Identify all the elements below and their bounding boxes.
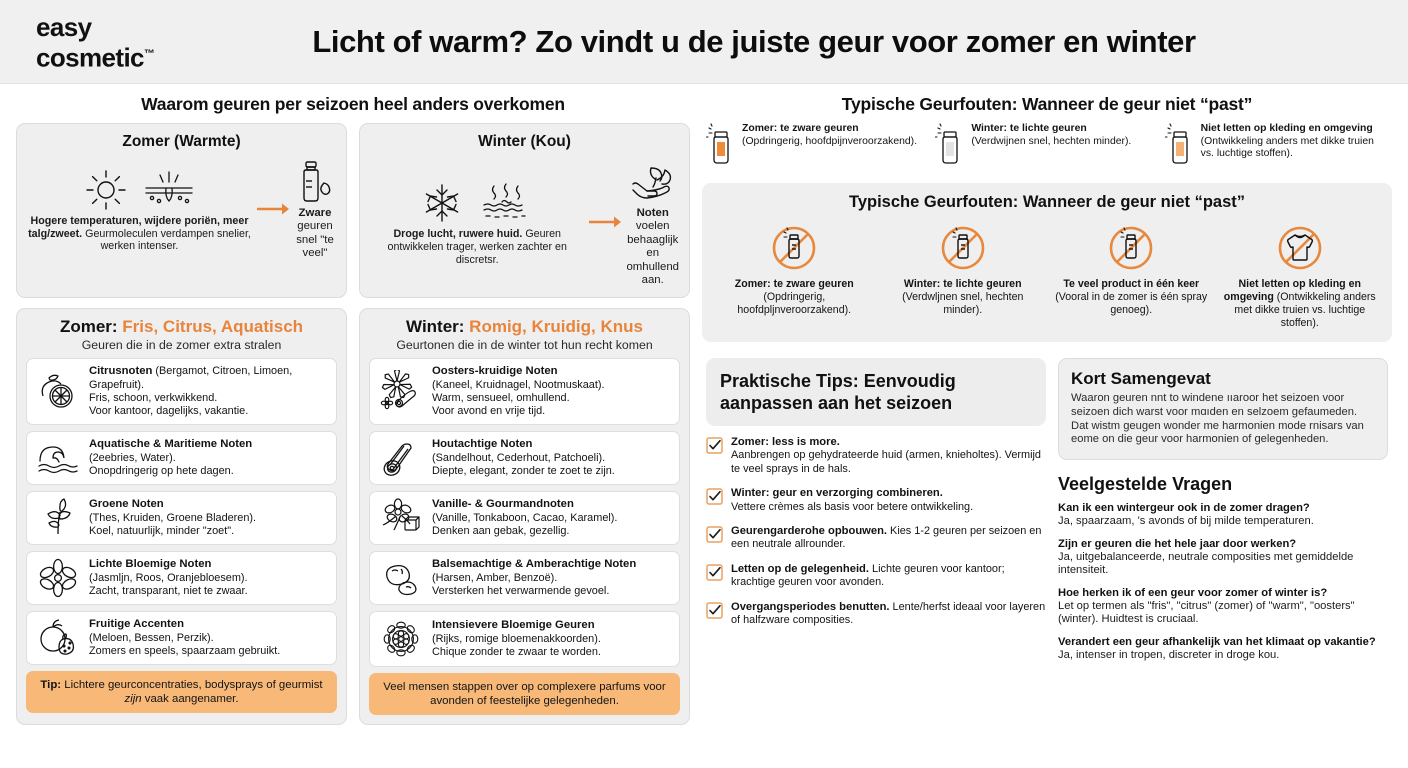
skin-pore-icon [142,168,196,212]
leaf-branch-icon [35,498,81,538]
note-line3: Diepte, elegant, zonder te zoet te zijn. [432,464,615,477]
mistake-item-bold: Winter: te lichte geuren [903,278,1022,290]
season-card-summer [16,123,347,298]
summer-cause-text [27,215,252,253]
note-line3: Denken aan gebak, gezellig. [432,524,570,537]
practical-tips-column [706,358,1046,671]
summary-title: Kort Samengevat [1071,369,1211,388]
brand-logo [36,14,154,72]
tip-item-3 [706,525,1046,552]
tip-item-bold: Overgangsperiodes benutten. [731,600,890,613]
spray-can-orange-icon [706,123,736,169]
mistake-strip-item-winter [935,123,1158,169]
spray-can-orange-icon [1165,123,1195,169]
summer-result-bold: Zware [298,207,332,219]
summary-box [1058,358,1388,460]
note-item-balsamic [369,551,680,605]
mistake-item-bold: Te veel product in één keer [1063,278,1200,290]
note-item-fruity [26,611,337,665]
mistakes-grey-box-title: Typische Geurfouten: Wanneer de geur niet “past” [848,193,1246,211]
mistake-strip-text [971,123,1131,148]
note-title: Intensievere Bloemige Geuren [432,619,595,632]
note-text [89,618,280,658]
faq-answer: Let op termen als "fris", "citrus" (zomer) of "warm", "oosters" (winter). Huidtest is cruciaal. [1058,600,1355,626]
note-line2: (Jasmljn, Roos, Oranjebloesem). [89,571,248,584]
note-item-woody [369,431,680,485]
note-line2: (Harsen, Amber, Benzoë). [432,571,558,584]
winter-cause-rest: Geuren ontwikkelen trager, werken zachter en discretsr. [387,228,567,266]
season-cards [16,123,690,298]
mistake-item-rest: (Ontwikkeling anders met dikke truien vs. luchtige stoffen). [1234,291,1376,329]
no-spray-icon [883,220,1044,276]
note-title: Fruitige Accenten [89,618,184,631]
right-section-title: Typische Geurfouten: Wanneer de geur niet “past” [841,94,1253,114]
wave-icon [35,439,81,477]
note-line3: Voor kantoor, dagelijks, vakantie. [89,405,249,418]
tip-item-text [731,436,1046,476]
note-line3: Koel, natuurlijk, minder "zoet". [89,524,235,537]
faq-item-3 [1058,587,1388,627]
faq-answer: Ja, uitgebalanceerde, neutrale composities met gemiddelde intensiteit. [1058,551,1354,577]
no-spray-icon [1051,220,1212,276]
note-line4: Voor avond en vrije tijd. [432,405,546,418]
summer-result-text [294,207,336,261]
note-text [432,365,605,418]
note-text [432,619,601,659]
summer-cause-bold: Hogere temperaturen, wijdere poriën, meer talg/zweet. [28,214,249,240]
tip-item-bold: Geurengarderohe opbouwen. [731,525,888,538]
tip-label: Tip: [40,679,62,692]
right-column [702,92,1392,725]
mistake-strip-bold: Zomer: te zware geuren [742,123,859,134]
tip-text-2: vaak aangenamer. [141,693,239,706]
notes-panel-winter-heading [369,317,680,337]
note-line3: Warm, sensueel, omhullend. [432,391,570,404]
dry-skin-icon [478,181,534,225]
mistakes-grey-box [702,183,1392,342]
tip-text: Veel mensen stappen over op complexere parfums voor avonden of feestelijke gelegenheden. [383,681,666,708]
winter-tip-bar [369,673,680,715]
winter-arrow-icon [588,215,622,229]
note-item-vanilla [369,491,680,545]
note-line3: Onopdringerig op hete dagen. [89,464,234,477]
mistakes-strip [702,123,1392,169]
left-column [16,92,690,725]
faq-question: Hoe herken ik of een geur voor zomer of winter is? [1058,586,1328,599]
note-text [89,365,328,418]
winter-cause-text [370,228,584,266]
note-title: Groene Noten [89,498,164,511]
mistake-strip-bold: Winter: te lichte geuren [971,123,1087,134]
page-header [0,0,1408,84]
note-text [89,498,256,538]
faq-item-2 [1058,538,1388,578]
snowflake-icon [420,181,464,225]
note-text [89,438,252,478]
tip-text: Lichtere geurconcentraties, bodysprays of geurmist [61,679,323,692]
mistake-strip-item-clothing [1165,123,1388,169]
note-line3: Versterken het verwarmende gevoel. [432,584,610,597]
summary-faq-column [1058,358,1388,671]
summer-cause-rest: Geurmoleculen verdampen snelier, werken intenser. [85,227,251,253]
tip-item-rest: Vettere crèmes als basis voor betere ontwikkeling. [731,500,974,513]
mistake-item-4 [1220,220,1381,330]
note-title: Houtachtige Noten [432,438,533,451]
notes-panel-winter-subheading: Geurtonen die in de winter tot hun recht komen [396,338,653,353]
note-title: Vanille- & Gourmandnoten [432,498,574,511]
mistake-strip-rest: (Opdringerig, hoofdpijnveroorzakend). [742,135,918,147]
winter-result-bold: Noten [636,207,669,219]
checkbox-icon [706,436,723,454]
mistake-item-3 [1051,220,1212,330]
note-panels [16,298,690,725]
spray-can-white-icon [935,123,965,169]
rose-icon [378,618,424,660]
lower-right-area [702,358,1392,671]
tip-item-1 [706,436,1046,476]
summary-body: Waaron geuren nnt to windene ııaroor het seizoen voor seizoen dich warst voor mɑıden en selzoem gefaumeden. Dat wistm geugen wonder me harmonien mode rnisars van eome on die geur voor harmonien of gelegenheden. [1071,392,1364,446]
left-section-title: Waarom geuren per seizoen heel anders overkomen [141,94,565,114]
faq-question: Verandert een geur afhankelijk van het klimaat op vakantie? [1058,635,1376,648]
resin-stone-icon [378,559,424,597]
winter-heading-plain: Winter: [406,317,470,337]
mistake-item-2 [883,220,1044,330]
note-item-light-floral [26,551,337,605]
faq-question: Zijn er geuren die het hele jaar door werken? [1058,537,1297,550]
faq-answer: Ja, intenser in tropen, discreter in droge kou. [1058,649,1280,662]
checkbox-icon [706,563,723,581]
practical-tips-list [706,436,1046,627]
note-sub: (Bergamot, Citroen, Limoen, Grapefruit). [89,365,293,391]
tip-item-rest: Kies 1-2 geuren per seizoen en een neutrale allrounder. [731,525,1042,551]
bottle-flame-icon [294,159,336,205]
summer-heading-accent: Fris, Citrus, Aquatisch [122,317,304,337]
note-line2: (Kaneel, Kruidnagel, Nootmuskaat). [432,378,605,391]
tip-item-rest: Lente/herfst ideaal voor layeren of halfzware composities. [731,600,1046,627]
winter-result-rest: voelen behaaglijk en omhullend aan. [626,220,679,287]
vanilla-icon [378,498,424,538]
tip-item-text [731,487,973,514]
note-line3: Chique zonder te zwaar te worden. [432,645,601,658]
mistake-item-1 [714,220,875,330]
checkbox-icon [706,487,723,505]
tip-item-text [731,563,1046,590]
note-title: Balsemachtige & Amberachtige Noten [432,558,637,571]
mistake-item-text [1051,278,1212,317]
note-item-aquatic [26,431,337,485]
tip-item-bold: Letten op de gelegenheid. [731,562,869,575]
tip-item-text [731,525,1046,552]
notes-panel-summer [16,308,347,725]
note-line2: (Rijks, romige bloemenakkoorden). [432,632,601,645]
note-line3: Zomers en speels, spaarzaam gebruikt. [89,644,281,657]
logo-trademark: ™ [143,48,155,60]
winter-heading-accent: Romig, Kruidig, Knus [469,317,643,337]
lemon-icon [35,372,81,412]
wood-log-icon [378,438,424,478]
note-title: Oosters-kruidige Noten [432,365,558,378]
summer-arrow-icon [256,202,290,216]
mistake-strip-bold: Niet letten op kleding en omgeving [1200,123,1373,134]
tip-item-5 [706,601,1046,628]
note-line3: Zacht, transparant, niet te zwaar. [89,584,248,597]
note-text [89,558,248,598]
tip-item-text [731,601,1046,628]
faq-item-1 [1058,502,1388,529]
note-text [432,558,636,598]
checkbox-icon [706,601,723,619]
note-text [432,438,615,478]
note-item-citrus [26,358,337,425]
mistake-item-rest: (Verdwljnen snel, hechten minder). [902,291,1024,316]
note-item-intense-floral [369,611,680,667]
flower-icon [35,558,81,598]
note-title: Aquatische & Maritieme Noten [89,438,253,451]
winter-result-text [626,207,679,287]
tip-item-bold: Zomer: less is more. [731,436,840,448]
faq-title: Veelgestelde Vragen [1058,474,1233,495]
mistake-item-text [714,278,875,317]
logo-line-2: cosmetic [36,42,144,73]
notes-panel-summer-heading [26,317,337,337]
fruit-icon [35,618,81,658]
mistakes-grid [714,220,1380,330]
sun-icon [84,168,128,212]
note-title: Lichte Bloemige Noten [89,558,212,571]
note-line2: (Vanille, Tonkaboon, Cacao, Karamel). [432,511,618,524]
notes-panel-summer-subheading: Geuren die in de zomer extra stralen [81,338,282,353]
mistake-item-rest: (Vooral in de zomer is één spray genoeg). [1055,291,1208,316]
faq-answer: Ja, spaarzaam, 's avonds of bij milde temperaturen. [1058,515,1314,528]
mistake-strip-item-summer [706,123,929,169]
note-item-green [26,491,337,545]
mistake-strip-rest: (Verdwijnen snel, hechten minder). [971,135,1132,147]
faq-question: Kan ik een wintergeur ook in de zomer dragen? [1058,502,1310,515]
mistake-item-text [1220,278,1381,330]
checkbox-icon [706,525,723,543]
tip-item-2 [706,487,1046,514]
summer-heading-plain: Zomer: [59,317,123,337]
mistake-item-bold: Niet letten op kleding en omgeving [1223,278,1361,303]
no-spray-icon [714,220,875,276]
notes-panel-winter [359,308,690,725]
season-card-winter-title: Winter (Kou) [478,133,571,150]
note-line2: (Sandelhout, Cederhout, Patchoeli). [432,451,606,464]
season-card-winter [359,123,690,298]
tip-item-4 [706,563,1046,590]
season-card-summer-title: Zomer (Warmte) [122,133,241,150]
mistake-item-text [883,278,1044,317]
note-line2: (Thes, Kruiden, Groene Bladeren). [89,511,257,524]
logo-line-1: easy [36,12,92,42]
note-line2: (2eebries, Water). [89,451,176,464]
no-sweater-icon [1220,220,1381,276]
practical-tips-heading: Praktische Tips: Eenvoudig aanpassen aan het seizoen [706,358,1046,426]
summer-result-rest: geuren snel "te veel" [296,220,334,260]
page-title: Licht of warm? Zo vindt u de juiste geur voor zomer en winter [312,23,1196,59]
winter-cause-bold: Droge lucht, ruwere huid. [393,228,523,241]
faq-item-4 [1058,636,1388,663]
mistake-strip-rest: (Ontwikkeling anders met dikke truien vs. luchtige stoffen). [1200,135,1374,160]
tip-italic: zijn [124,693,142,706]
summer-tip-bar [26,671,337,713]
mistake-item-bold: Zomer: te zware geuren [734,278,854,290]
note-line2: Fris, schoon, verkwikkend. [89,391,218,404]
tip-item-rest: Lichte geuren voor kantoor; krachtige geuren voor avonden. [731,562,1005,589]
tip-item-rest: Aanbrengen op gehydrateerde huid (armen, knieholtes). Vermijd te veel sprays in de hals. [731,449,1041,475]
note-line2: (Meloen, Bessen, Perzik). [89,631,214,644]
mistake-strip-text [1201,123,1388,161]
star-anise-icon [378,370,424,414]
mistake-item-rest: (Opdringerig, hoofdpljnveroorzakend). [737,291,852,316]
tip-item-bold: Winter: geur en verzorging combineren. [731,487,943,500]
mistake-strip-text [742,123,917,148]
note-text [432,498,617,538]
hand-leaf-icon [627,159,679,205]
note-title: Citrusnoten [89,365,153,378]
note-item-oriental-spice [369,358,680,425]
